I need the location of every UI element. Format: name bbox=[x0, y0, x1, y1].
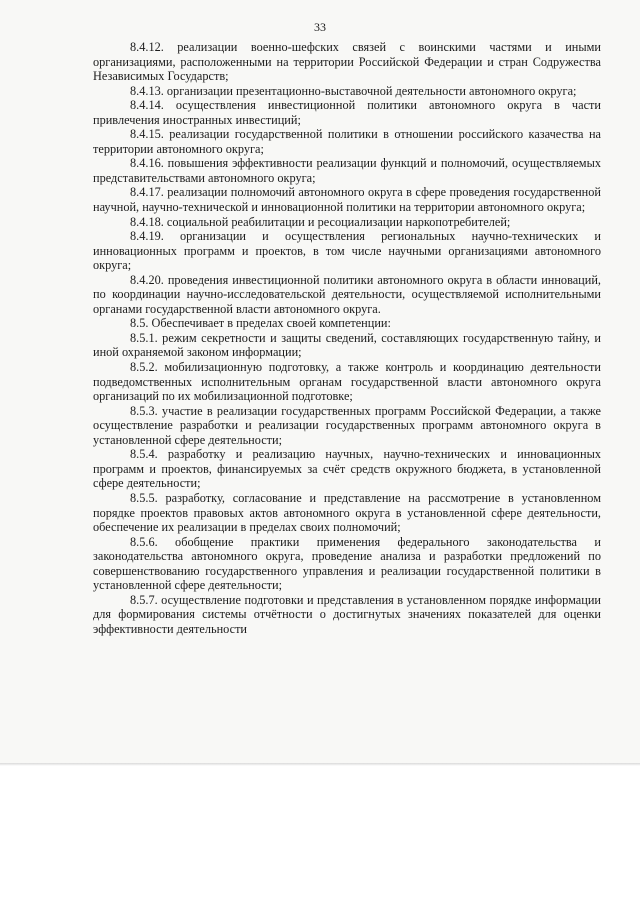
paragraph-8-5: 8.5. Обеспечивает в пределах своей компетенции: bbox=[130, 316, 391, 331]
paragraph-8-5-5: 8.5.5. разработку, согласование и представление на рассмотрение в установленном порядке проектов правовых актов автономного округа в установленной сфере деятельности, обеспечение их реализации в пределах своих полномочий; bbox=[93, 490, 601, 535]
paragraph-8-5-6: 8.5.6. обобщение практики применения федерального законодательства и законодательства автономного округа, проведение анализа и разработки предложений по совершенствованию государственного управления и реализации государственной политики в установленной сфере деятельности; bbox=[93, 534, 601, 593]
paragraph-8-4-18: 8.4.18. социальной реабилитации и ресоциализации наркопотребителей; bbox=[130, 214, 511, 229]
paragraph-8-4-16: 8.4.16. повышения эффективности реализации функций и полномочий, осуществляемых представительствами автономного округа; bbox=[93, 156, 601, 185]
paragraph-8-5-1: 8.5.1. режим секретности и защиты сведений, составляющих государственную тайну, и иной охраняемой законом информации; bbox=[93, 330, 601, 360]
paragraph-8-5-2: 8.5.2. мобилизационную подготовку, а также контроль и координацию деятельности подведомственных исполнительным органам государственной власти автономного округа организаций по их мобилизационной подготовке; bbox=[93, 360, 601, 404]
paragraph-8-4-12: 8.4.12. реализации военно-шефских связей с воинскими частями и иными организациями, расположенными на территории Российской Федерации и стран Содружества Независимых Государств; bbox=[93, 40, 601, 84]
paragraph-8-4-20: 8.4.20. проведения инвестиционной политики автономного округа в области инноваций, по координации научно-исследовательской деятельности, осуществляемой исполнительными органами государственной власти автономного округа. bbox=[93, 272, 601, 316]
paragraph-8-4-17: 8.4.17. реализации полномочий автономного округа в сфере проведения государственной научной, научно-технической и инновационной политики на территории автономного округа; bbox=[93, 185, 601, 215]
paragraph-8-5-4: 8.5.4. разработку и реализацию научных, научно-технических и инновационных программ и проектов, финансируемых за счёт средств окружного бюджета, в установленной сфере деятельности; bbox=[93, 447, 601, 491]
paragraph-8-4-19: 8.4.19. организации и осуществления региональных научно-технических и инновационных программ и проектов, в том числе научными организациями автономного округа; bbox=[93, 229, 601, 273]
page-bottom-edge bbox=[0, 763, 640, 766]
paragraph-8-4-13: 8.4.13. организации презентационно-выставочной деятельности автономного округа; bbox=[130, 83, 577, 98]
page-number: 33 bbox=[314, 20, 326, 34]
paragraph-8-5-7: 8.5.7. осуществление подготовки и представления в установленном порядке информации для формирования системы отчётности о достигнутых значениях показателей для оценки эффективности деятельности bbox=[93, 592, 601, 636]
paragraph-8-4-14: 8.4.14. осуществления инвестиционной политики автономного округа в части привлечения иностранных инвестиций; bbox=[93, 98, 601, 127]
paragraph-8-4-15: 8.4.15. реализации государственной политики в отношении российского казачества на территории автономного округа; bbox=[93, 127, 601, 156]
paragraph-8-5-3: 8.5.3. участие в реализации государственных программ Российской Федерации, а также осуществление разработки и реализации государственных программ автономного округа в установленной сфере деятельности; bbox=[93, 403, 601, 447]
document-body bbox=[93, 40, 601, 636]
